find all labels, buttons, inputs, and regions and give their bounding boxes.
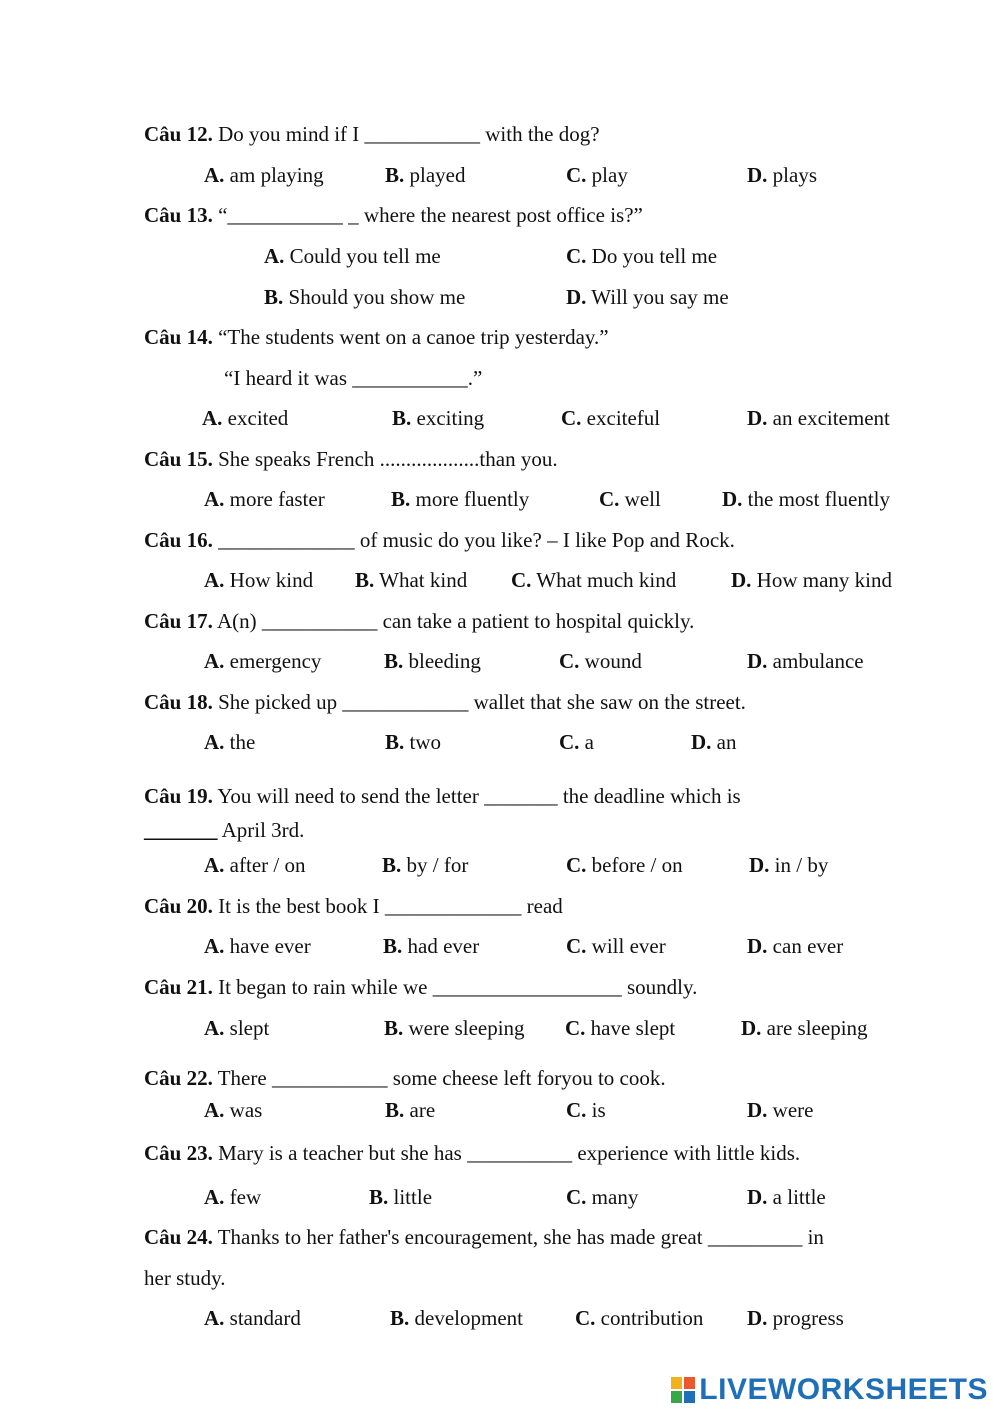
option-c[interactable]: C. before / on [566,853,683,877]
question-text-continued: _______ April 3rd. [144,818,305,842]
option-d[interactable]: D. an [691,730,737,754]
question-text: There ___________ some cheese left foryou to cook. [217,1066,666,1090]
question-20 [144,896,563,917]
option-b[interactable]: B. development [390,1306,523,1330]
answer-blank: _______ [144,818,218,842]
question-text: It began to rain while we __________________ soundly. [218,975,698,999]
option-c[interactable]: C. is [566,1098,606,1122]
option-b[interactable]: B. are [385,1098,436,1122]
question-text: _____________ of music do you like? – I like Pop and Rock. [218,528,735,552]
option-d[interactable]: D. can ever [747,934,844,958]
option-b[interactable]: B. more fluently [391,487,530,511]
question-text: A(n) ___________ can take a patient to hospital quickly. [216,609,695,633]
option-b[interactable]: B. little [369,1185,433,1209]
question-21 [144,977,697,998]
option-c[interactable]: C. a [559,730,594,754]
question-text-continued: “I heard it was ___________.” [224,366,483,390]
question-22 [144,1068,666,1089]
option-c[interactable]: C. many [566,1185,639,1209]
liveworksheets-logo[interactable] [670,1374,988,1406]
question-23 [144,1143,800,1164]
question-text: Do you mind if I ___________ with the dog? [218,122,600,146]
option-a[interactable]: A. after / on [204,853,306,877]
question-19 [144,786,741,807]
option-a[interactable]: A. was [204,1098,263,1122]
question-label: Câu 15. [144,447,213,471]
option-c[interactable]: C. wound [559,649,642,673]
option-c[interactable]: C. will ever [566,934,666,958]
option-d[interactable]: D. ambulance [747,649,864,673]
option-b[interactable]: B. bleeding [384,649,481,673]
option-a[interactable]: A. have ever [204,934,311,958]
question-text: You will need to send the letter _______ the deadline which is [217,784,741,808]
brand-name: LIVEWORKSHEETS [699,1373,988,1406]
option-d[interactable]: D. an excitement [747,406,890,430]
question-16 [144,530,735,551]
option-b[interactable]: B. What kind [355,568,468,592]
option-c[interactable]: C. play [566,163,628,187]
question-label: Câu 16. [144,528,213,552]
option-b[interactable]: B. by / for [382,853,469,877]
question-text: “The students went on a canoe trip yesterday.” [218,325,609,349]
option-b[interactable]: B. two [385,730,442,754]
question-15 [144,449,558,470]
option-c[interactable]: C. exciteful [561,406,661,430]
question-17 [144,611,694,632]
option-a[interactable]: A. standard [204,1306,301,1330]
option-b[interactable]: B. had ever [383,934,480,958]
option-d[interactable]: D. in / by [749,853,829,877]
question-text: She picked up ____________ wallet that she saw on the street. [218,690,746,714]
option-a[interactable]: A. emergency [204,649,322,673]
option-b[interactable]: B. exciting [392,406,485,430]
option-d[interactable]: D. Will you say me [566,285,729,309]
question-text-continued: her study. [144,1266,226,1290]
question-label: Câu 21. [144,975,213,999]
option-a[interactable]: A. How kind [204,568,314,592]
option-b[interactable]: B. were sleeping [384,1016,525,1040]
option-d[interactable]: D. How many kind [731,568,892,592]
option-a[interactable]: A. slept [204,1016,270,1040]
question-12 [144,124,600,145]
option-a[interactable]: A. am playing [204,163,324,187]
option-c[interactable]: C. have slept [565,1016,676,1040]
question-label: Câu 12. [144,122,213,146]
question-label: Câu 18. [144,690,213,714]
question-label: Câu 13. [144,203,213,227]
question-text: It is the best book I _____________ read [218,894,563,918]
question-text: Mary is a teacher but she has __________ experience with little kids. [218,1141,801,1165]
liveworksheets-logo-icon [670,1376,696,1404]
option-c[interactable]: C. contribution [575,1306,704,1330]
question-18 [144,692,746,713]
question-label: Câu 24. [144,1225,213,1249]
question-label: Câu 17. [144,609,213,633]
option-a[interactable]: A. more faster [204,487,325,511]
question-label: Câu 20. [144,894,213,918]
option-a[interactable]: A. Could you tell me [264,244,441,268]
option-d[interactable]: D. plays [747,163,817,187]
option-b[interactable]: B. Should you show me [264,285,466,309]
option-d[interactable]: D. were [747,1098,814,1122]
question-text: Thanks to her father's encouragement, she has made great _________ in [217,1225,824,1249]
question-24 [144,1227,824,1248]
option-c[interactable]: C. well [599,487,661,511]
question-label: Câu 19. [144,784,213,808]
option-c[interactable]: C. Do you tell me [566,244,718,268]
option-d[interactable]: D. a little [747,1185,826,1209]
option-c[interactable]: C. What much kind [511,568,677,592]
question-label: Câu 22. [144,1066,213,1090]
question-13 [144,205,643,226]
question-label: Câu 14. [144,325,213,349]
option-d[interactable]: D. the most fluently [722,487,890,511]
question-text: “___________ _ where the nearest post office is?” [218,203,643,227]
question-14 [144,327,609,348]
option-d[interactable]: D. progress [747,1306,844,1330]
option-a[interactable]: A. excited [202,406,289,430]
option-d[interactable]: D. are sleeping [741,1016,868,1040]
question-text: She speaks French ...................than you. [218,447,558,471]
option-a[interactable]: A. the [204,730,256,754]
option-b[interactable]: B. played [385,163,466,187]
option-a[interactable]: A. few [204,1185,262,1209]
question-label: Câu 23. [144,1141,213,1165]
